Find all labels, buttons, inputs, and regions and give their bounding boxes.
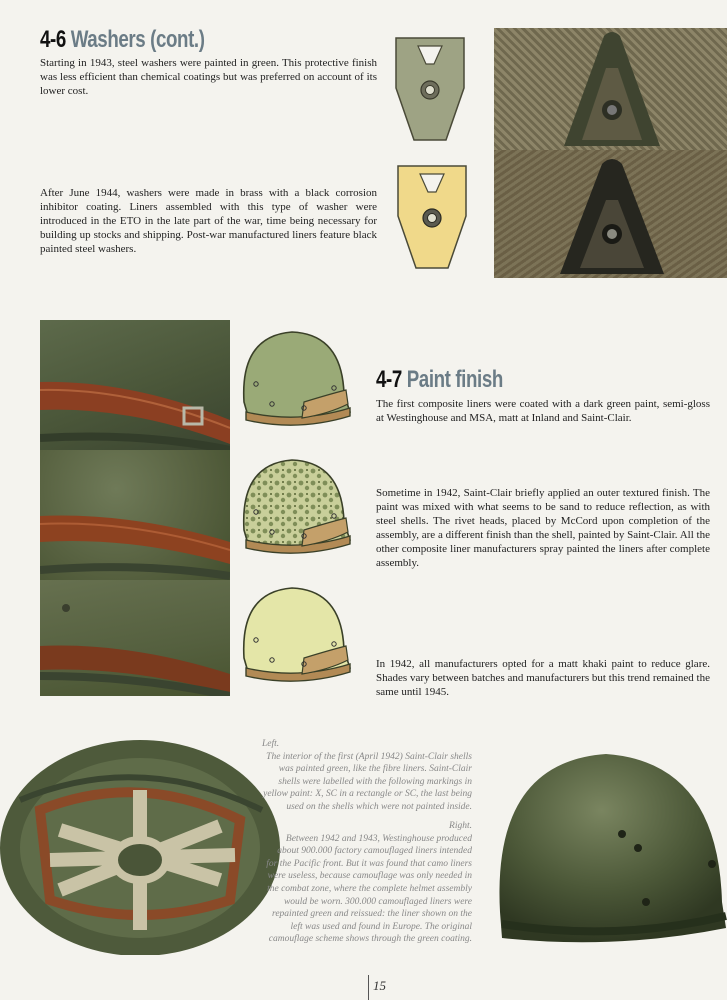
green-liner-illustration <box>238 328 354 446</box>
brass-washer-illustration <box>396 164 468 274</box>
washers-paragraph-2: After June 1944, washers were made in brass with a black corrosion inhibitor coating. Liners assembled with this type of washer were introduced in the ETO in the late part of the war, time being necessary for building up stocks and shipping. Post-war manufactured liners feature black painted steel washers. <box>40 187 377 255</box>
section-heading-paint-finish <box>376 366 503 394</box>
right-caption-label: Right. <box>449 821 472 831</box>
camouflage-liner-illustration <box>238 456 354 574</box>
dark-green-liner-photo <box>40 320 230 450</box>
liner-interior-photo <box>0 730 290 955</box>
paint-paragraph-3: In 1942, all manufacturers opted for a matt khaki paint to reduce glare. Shades vary between batches and manufacturers but this trend remained the same until 1945. <box>376 658 710 698</box>
section-number: 4-7 <box>376 366 402 393</box>
section-number: 4-6 <box>40 26 66 53</box>
green-washer-illustration <box>394 36 466 146</box>
khaki-liner-photo <box>40 580 230 696</box>
right-caption <box>264 820 472 946</box>
left-caption-text: The interior of the first (April 1942) Saint-Clair shells was painted green, like the fibre liners. Saint-Clair shells were labelled with the following markings in yellow paint: X, SC in a rectangle or SC, the last being used on the shells which were not painted inside. <box>263 751 472 812</box>
page-number: 15 <box>373 978 386 993</box>
left-caption-label: Left. <box>262 739 280 749</box>
green-washer-photo <box>494 28 727 150</box>
section-heading-washers <box>40 26 205 54</box>
paint-paragraph-1: The first composite liners were coated with a dark green paint, semi-gloss at Westinghouse and MSA, matt at Inland and Saint-Clair. <box>376 398 710 424</box>
section-title: Paint finish <box>406 366 503 393</box>
textured-liner-photo <box>40 450 230 580</box>
section-title: Washers (cont.) <box>70 26 205 53</box>
washers-paragraph-1: Starting in 1943, steel washers were painted in green. This protective finish was less efficient than chemical coatings but was preferred on account of its lower cost. <box>40 57 377 97</box>
khaki-liner-illustration <box>238 584 354 702</box>
page-number-divider <box>368 975 369 1000</box>
right-caption-text: Between 1942 and 1943, Westinghouse produced about 900.000 factory camouflaged liners intended for the Pacific front. But it was found that camo liners were useless, because camouflage was only needed in the combat zone, where the complete helmet assembly would be worn. 300.000 camouflaged liners were repainted green and reissued: the liner shown on the left was used and found in Europe. The original camouflage scheme shows through the green coating. <box>266 833 472 945</box>
brass-washer-photo <box>494 150 727 278</box>
liner-exterior-photo <box>486 742 727 952</box>
paint-paragraph-2: Sometime in 1942, Saint-Clair briefly applied an outer textured finish. The paint was mixed with what seems to be sand to reduce reflection, as with steel shells. The rivet heads, placed by McCord upon completion of the assembly, are a different finish than the shell, painted by Saint-Clair. All the other composite liner manufacturers spray painted the liners after complete assembly. <box>376 487 710 569</box>
left-caption <box>262 738 472 814</box>
